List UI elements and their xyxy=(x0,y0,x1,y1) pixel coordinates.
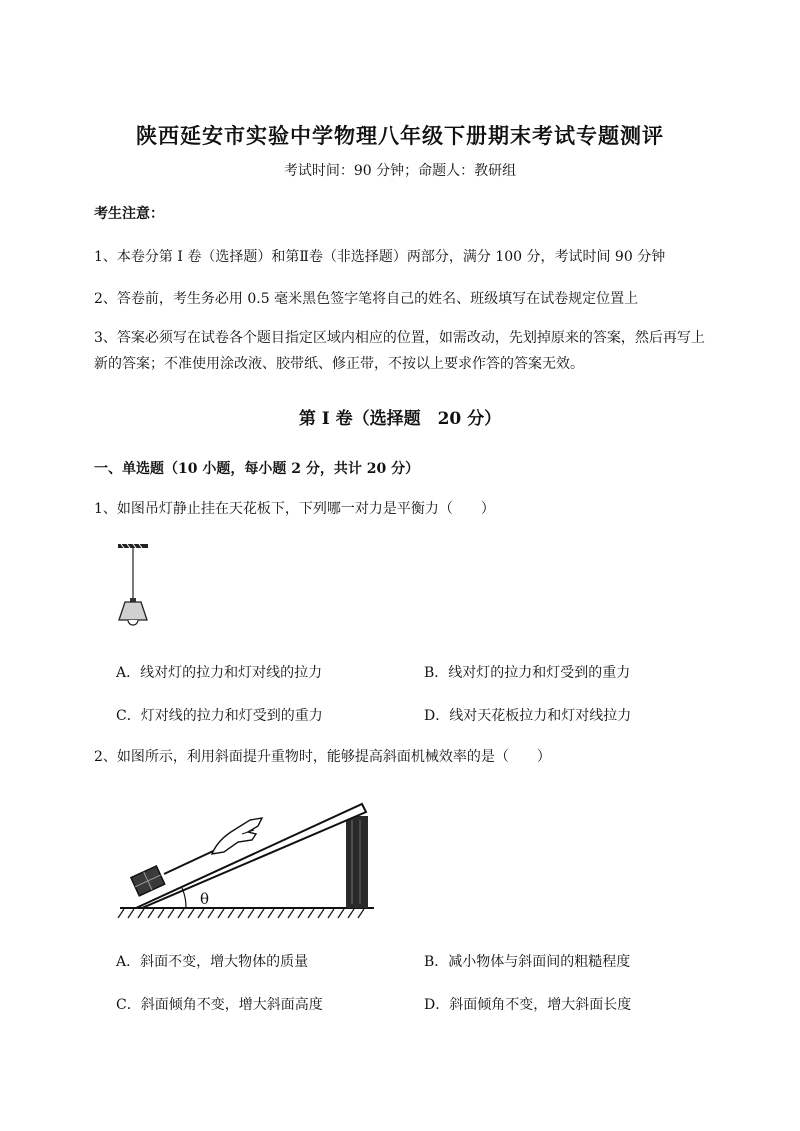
page-title: 陕西延安市实验中学物理八年级下册期末考试专题测评 xyxy=(136,123,664,148)
q1-option-d: D．线对天花板拉力和灯对线拉力 xyxy=(424,708,632,724)
q2-option-d: D．斜面倾角不变，增大斜面长度 xyxy=(424,997,632,1013)
q2-option-b: B．减小物体与斜面间的粗糙程度 xyxy=(424,954,631,970)
q2-option-c: C．斜面倾角不变，增大斜面高度 xyxy=(116,997,323,1013)
notice-item-2: 2、答卷前，考生务必用 0.5 毫米黑色签字笔将自己的姓名、班级填写在试卷规定位置上 xyxy=(94,291,639,307)
section-title: 第 I 卷（选择题 20 分） xyxy=(298,409,502,429)
notice-item-1: 1、本卷分第 I 卷（选择题）和第Ⅱ卷（非选择题）两部分，满分 100 分，考试时间 90 分钟 xyxy=(94,249,666,265)
angle-theta-label: θ xyxy=(200,890,210,908)
notice-heading: 考生注意： xyxy=(94,206,164,222)
part-heading: 一、单选题（10 小题，每小题 2 分，共计 20 分） xyxy=(94,461,420,477)
question-1-stem: 1、如图吊灯静止挂在天花板下，下列哪一对力是平衡力（ ） xyxy=(94,501,495,517)
exam-info: 考试时间：90 分钟；命题人：教研组 xyxy=(283,163,517,179)
notice-item-3: 3、答案必须写在试卷各个题目指定区域内相应的位置，如需改动，先划掉原来的答案，然后再写上新的答案；不准使用涂改液、胶带纸、修正带，不按以上要求作答的答案无效。 xyxy=(94,330,705,372)
q1-option-b: B．线对灯的拉力和灯受到的重力 xyxy=(424,665,631,681)
hanging-lamp-figure xyxy=(112,540,162,632)
q1-option-c: C．灯对线的拉力和灯受到的重力 xyxy=(116,708,323,724)
q2-option-a: A．斜面不变，增大物体的质量 xyxy=(116,954,309,970)
incline-figure xyxy=(112,790,382,924)
question-2-stem: 2、如图所示，利用斜面提升重物时，能够提高斜面机械效率的是（ ） xyxy=(94,749,551,765)
q1-option-a: A．线对灯的拉力和灯对线的拉力 xyxy=(116,665,323,681)
